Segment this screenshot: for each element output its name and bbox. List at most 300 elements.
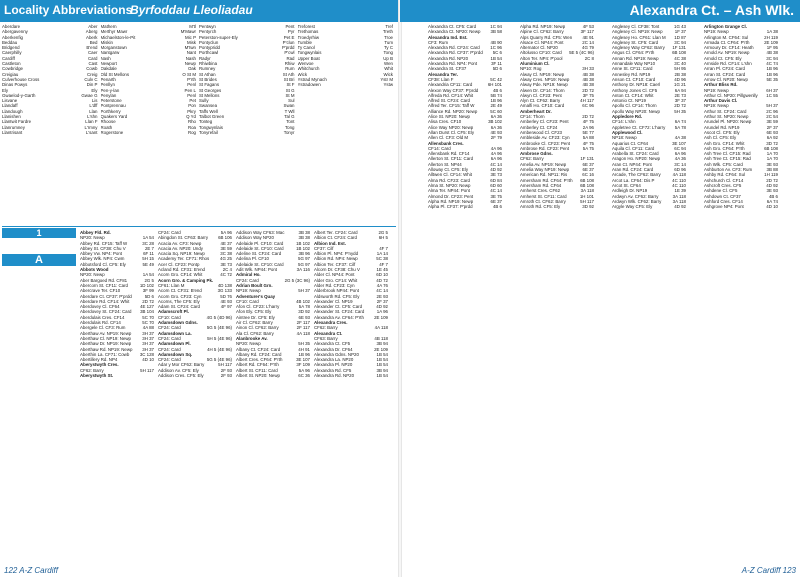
grid-reference: 3F 99 (142, 288, 154, 294)
grid-reference: 4C 72 (220, 272, 232, 278)
grid-reference: 5A 96 (220, 230, 232, 235)
grid-reference: 6E 37 (582, 167, 594, 173)
grid-reference: 5D 6 (492, 66, 502, 72)
grid-reference: 5H 117 (580, 198, 594, 204)
grid-reference: 6F 11 (143, 251, 154, 257)
right-index-column-3 (612, 24, 686, 559)
grid-reference: 4B 118 (374, 335, 388, 341)
locality-name: Pontyclun (199, 39, 219, 45)
street-name: Abbey Vw. NP4: Pont (80, 251, 122, 257)
left-header-welsh-title: Byrfoddau Lleoliadau (130, 3, 253, 17)
locality-name: Rhoose (100, 119, 116, 125)
grid-reference: 4H 5 (4E 96) (207, 346, 232, 352)
grid-reference: 4C 14 (376, 288, 388, 294)
grid-reference: 4B 6 (492, 204, 502, 210)
grid-reference: 3H 33 (582, 66, 594, 72)
grid-reference: 3D 92 (298, 309, 310, 315)
grid-reference: 4G 5 (4D 96) (206, 314, 232, 320)
grid-reference: 5B 74 (490, 92, 502, 98)
grid-reference: 1A 70 (766, 156, 778, 162)
grid-reference: 2C 54 (766, 114, 778, 120)
grid-reference: 2E 109 (374, 346, 388, 352)
street-name: Ash Tree Ct. CF15: Rad (704, 156, 751, 162)
grid-reference: 6B 108 (580, 182, 594, 188)
street-name: Alexandra Ind. Est. (428, 34, 468, 40)
grid-reference: 5H 117 (140, 367, 154, 373)
abbreviation-entry (2, 130, 101, 135)
street-name: Aberthaw Av. NP19: Newp (80, 330, 132, 336)
locality-abbreviation: L'shn (87, 114, 98, 120)
street-name: Ardwyn Av. CF62: Barry (612, 193, 659, 199)
right-header-range: Alexandra Ct. – Ash Wlk. (629, 2, 794, 18)
grid-reference: 1B 102 (296, 240, 310, 246)
grid-reference: 4F 75 (582, 140, 594, 146)
locality-abbreviation: Swan (283, 103, 295, 109)
street-name: Alexandra St. CF37 (428, 66, 467, 72)
street-name: Ambrose Rd. CF23: Pent (520, 145, 570, 151)
street-name: Afon Ely. CF5: Ely (236, 309, 272, 315)
street-name: Abercorn St. CF11: Card (80, 282, 128, 288)
street-name: Aquila Cl. CF11: Card (612, 145, 655, 151)
grid-reference: 4E 127 (140, 304, 154, 310)
street-name: Arundel Pl. NP20: Newp (704, 119, 752, 125)
grid-reference: 4D 138 (217, 282, 232, 288)
locality-name: Porthkerry (100, 108, 121, 114)
locality-abbreviation: P'clun (282, 39, 295, 45)
grid-reference: 1H 101 (579, 193, 594, 199)
street-name: Adamsdown Gdns. (158, 320, 198, 326)
street-name: Altolusso CF10: Card (520, 50, 562, 56)
street-name: Albion Pl. NP4: P'nydd (314, 251, 359, 257)
grid-reference: 6H 5 (378, 235, 388, 241)
street-name: Ash Tree Cl. CF15: Rad (704, 151, 751, 157)
grid-reference: 3C 94 (674, 39, 686, 45)
street-name: Adelina Pl. CF10 (236, 256, 269, 262)
grid-reference: 4F 97 (220, 304, 232, 310)
grid-reference: 5G 5 (4E 96) (206, 325, 232, 331)
street-name: Albion Rd. NP4: Newp (314, 256, 358, 262)
grid-reference: 5D 6 (144, 293, 154, 299)
grid-reference: 1E 45 (376, 267, 388, 273)
street-name: Allensbank Rd. CF14 (428, 151, 470, 157)
street-name: Amersham Rd. CF64: P'rth (520, 177, 573, 183)
locality-abbreviation: Nant (186, 50, 196, 56)
street-name: Alderbrook NP44: Pont (314, 288, 359, 294)
street-name: Arlington Grange Cl. (704, 24, 747, 29)
street-name: Alexandra Ter. (428, 71, 458, 77)
grid-reference: 4B 38 (582, 71, 594, 77)
street-name: Alexandra Ct. CF5: Card (428, 24, 477, 29)
street-name: Acorn Gro. CF14: Whit (158, 272, 203, 278)
locality-abbreviation: Din P (86, 82, 98, 88)
street-name: Allan Durst Cl. CF5: Ely (428, 129, 475, 135)
grid-reference: 3F 117 (580, 29, 594, 35)
locality-abbreviation: Pet E (283, 34, 295, 40)
street-name: Allerton St. CF11: Card (428, 156, 474, 162)
grid-reference: 3A 116 (296, 267, 310, 273)
index-column-2 (158, 230, 232, 565)
street-name: CF10: Card (158, 314, 181, 320)
grid-reference: 1H 119 (764, 172, 778, 178)
locality-name: Troedyrhiw (297, 34, 320, 40)
grid-reference: 4B 38 (766, 50, 778, 56)
grid-reference: 3B 38 (298, 235, 310, 241)
grid-reference: 1D 87 (674, 34, 686, 40)
street-name: Addison Av. CF5: Ely (158, 367, 199, 373)
street-name: Antonio Ct. NP19 (612, 98, 646, 104)
grid-reference: 6B 106 (218, 235, 232, 241)
grid-reference: 3E 73 (490, 172, 502, 178)
street-name: Alwyn Cl. CF23: Pent (520, 92, 562, 98)
street-name: Aberthaw Dr. NP19: Newp (80, 341, 132, 347)
street-name: Amersham Rd. CF64 (520, 182, 562, 188)
grid-reference: 4G 25 (220, 256, 232, 262)
street-name: Alsace Cl. NP44: Pont (520, 39, 564, 45)
street-name: Alexander St. CF24: Card (314, 309, 365, 315)
street-name: Arcade, The CF62: Barry (612, 172, 661, 178)
street-name: Adar y Mor CF62: Barry (158, 362, 205, 368)
locality-name: Rogerstone (100, 129, 124, 135)
locality-abbreviation: Cowb (86, 66, 98, 72)
street-name: Alyn Ct. CF62: Barry (520, 98, 561, 104)
grid-reference: 4C 110 (672, 177, 686, 183)
street-name: Alma Ter. NP44: Pont (428, 188, 470, 194)
street-name: Ashdene Cl. CF5 (704, 188, 738, 194)
locality-abbreviation: Rum (285, 66, 295, 72)
street-name: Acacia Av. NP20: Undy (158, 245, 203, 251)
street-name: Arcot St. CF64 (612, 182, 641, 188)
grid-reference: 3E 93 (766, 188, 778, 194)
street-name: Adelaide Pl. CF10: Card (236, 240, 284, 246)
locality-abbreviation: O St M (182, 71, 196, 77)
locality-abbreviation: M'tl (189, 24, 196, 29)
street-name: Arran Pl. CF24: Card (704, 66, 745, 72)
locality-name: Roath (100, 124, 113, 130)
grid-reference: 4A 118 (672, 172, 686, 178)
grid-reference: 3H 37 (142, 335, 154, 341)
street-name: Acland Rd. CF31: B'end (158, 267, 205, 273)
grid-reference: 5E 5 (4C 96) (569, 50, 594, 56)
street-name: Aberystwyth Cres. (80, 362, 119, 368)
locality-abbreviation: Tum (384, 39, 393, 45)
grid-reference: 4F 75 (582, 119, 594, 125)
abbreviation-row (2, 130, 396, 135)
locality-name: Pen-y-lan (100, 87, 120, 93)
street-name: CF61: Llan M (158, 282, 185, 288)
street-name: Anne St. CF11: Card (612, 66, 653, 72)
grid-reference: 2E 109 (764, 39, 778, 45)
grid-reference: 3E 73 (220, 261, 232, 267)
street-name: Appledore Rd. (612, 114, 643, 120)
street-name: Alcorn Dr. CF38: Chu V (314, 267, 360, 273)
grid-reference: 1B 96 (298, 351, 310, 357)
grid-reference: 3F 11 (491, 61, 502, 67)
street-name: Amroth Rd. CF5: Ely (520, 204, 561, 210)
grid-reference: 3F 37 (674, 98, 686, 104)
grid-reference: 3E 59 (766, 119, 778, 125)
street-name: Ash Gro. CF64: P'rth (704, 145, 745, 151)
grid-reference: 1B 96 (490, 98, 502, 104)
street-name: Aberdovey St. CF24: Card (80, 309, 132, 315)
grid-reference: 3B 94 (376, 367, 388, 373)
locality-abbreviation: Pent (285, 24, 295, 29)
street-name: Annandale Way NP10 (612, 61, 656, 67)
locality-name: Llandough (2, 108, 23, 114)
street-name: Arnold Ct. CF5: Ely (704, 55, 742, 61)
grid-reference: 3E 93 (766, 161, 778, 167)
street-name: Acacia Av. CF3: Newp (158, 240, 202, 246)
locality-name: Aberkenfig (2, 34, 23, 40)
grid-reference: 3G 133 (217, 288, 232, 294)
grid-reference: 4E 37 (220, 240, 232, 246)
grid-reference: 3B 102 (488, 119, 502, 125)
grid-reference: 5H 117 (218, 362, 232, 368)
grid-reference: 6H 37 (766, 87, 778, 93)
grid-reference: 3F 75 (582, 92, 594, 98)
locality-name: Quakers Yard (100, 114, 128, 120)
grid-reference: 4A 96 (490, 151, 502, 157)
street-name: Amherst Cres. CF62 (520, 188, 561, 194)
locality-abbreviation: Llan (89, 108, 98, 114)
locality-name: Radyr (199, 55, 211, 61)
locality-abbreviation: T Wll (284, 108, 295, 114)
grid-reference: 3C 38 (220, 251, 232, 257)
grid-reference: 6A 36 (490, 114, 502, 120)
grid-reference: 4A 76 (376, 282, 388, 288)
locality-name: Castleton (2, 61, 21, 67)
street-name: Acorn Ct. CF31: B'end (158, 288, 202, 294)
locality-abbreviation: Ely (91, 87, 98, 93)
grid-reference: 1A 70 (766, 151, 778, 157)
locality-abbreviation: P'prdd (281, 45, 295, 51)
street-name: Allen Cl. CF3: Old M (428, 135, 469, 141)
locality-abbreviation: Nash (185, 55, 196, 61)
grid-reference: 5G 5 (4E 96) (206, 357, 232, 363)
street-name: Ambleside Av. CF23: Cyn (520, 135, 570, 141)
grid-reference: 4C 14 (490, 188, 502, 194)
street-name: CF10: Card (236, 298, 259, 304)
street-name: Alanbrooke Av. (236, 335, 268, 341)
street-name: Adventurer's Quay (236, 293, 276, 299)
locality-abbreviation: Penl (187, 82, 196, 88)
locality-name: Pontypridd (199, 45, 220, 51)
street-name: Alice Way NP20: Newp (428, 124, 474, 130)
locality-abbreviation: Tong (383, 50, 393, 56)
locality-name: Cardiff (2, 55, 15, 61)
street-name: Acorn Gro. & Camping Pk. (158, 277, 214, 283)
street-name: NP20: Newp (80, 272, 105, 278)
street-name: NP20: Newp (80, 235, 105, 241)
grid-reference: 2F 117 (296, 320, 310, 326)
locality-name: Newport (100, 61, 117, 67)
grid-reference: 3A 118 (672, 198, 686, 204)
grid-reference: 2D 72 (766, 177, 778, 183)
right-index-column-4 (704, 24, 778, 559)
street-name: Applewood Cl. (612, 129, 643, 135)
street-name: Alfred St. CF24: Card (428, 98, 470, 104)
grid-reference: 4A 38 (674, 135, 686, 141)
grid-reference: 4E 93 (490, 129, 502, 135)
street-name: Alexandra Rd. NP4: Pont (428, 61, 478, 67)
grid-reference: 4D 72 (376, 277, 388, 283)
locality-name: Miskin (100, 39, 113, 45)
locality-name: Dinas Powys (2, 82, 28, 88)
grid-reference: 6C 96 (582, 103, 594, 109)
street-name: Alexandra La. NP20 (314, 357, 354, 363)
locality-abbreviation: B'end (86, 45, 98, 51)
street-name: CF14: L'shn (612, 119, 636, 125)
street-name: Armada Ct. CF64: P'rth (704, 39, 750, 45)
street-name: CF37: Cilf (314, 245, 334, 251)
grid-reference: 3H 37 (142, 346, 154, 352)
grid-reference: 3H 37 (142, 330, 154, 336)
street-name: Acacia Sq. NP19: Newp (158, 251, 205, 257)
grid-reference: 2F 117 (296, 325, 310, 331)
street-name: Adit Wlk. NP44: Pont (236, 267, 277, 273)
locality-name: Ystradowen (297, 82, 321, 88)
street-name: Ashford Cres. CF14 (704, 198, 743, 204)
grid-reference: 3C 28 (142, 240, 154, 246)
street-name: Alexandra Gdns. NP20 (314, 351, 359, 357)
street-name: Alma Rd. CF23: Card (428, 177, 470, 183)
locality-name: Abergavenny (2, 29, 28, 35)
locality-abbreviation: L'rmny (84, 124, 98, 130)
grid-reference: 3B 88 (766, 167, 778, 173)
grid-reference: 6A 96 (490, 156, 502, 162)
street-name: Aluminium Cl. (520, 61, 550, 67)
street-name: Abertillery Rd. NP4 (80, 357, 118, 363)
grid-reference: 5H 35 (298, 341, 310, 347)
street-name: Alexandra Ct. NP20: Newp (428, 29, 481, 35)
street-name: Arnold Av. NP19: Newp (704, 50, 750, 56)
street-name: Addison Cres. CF5: Ely (158, 373, 204, 379)
street-name: Albert Rd. CF64: P'rth (236, 362, 279, 368)
street-name: Alliance Rd. NP20: Newp (428, 108, 478, 114)
grid-reference: 2B 38 (674, 71, 686, 77)
street-name: Aberdulais Rd. CF14 (80, 320, 121, 326)
street-name: Amberwood Cl. CF23 (520, 129, 562, 135)
locality-name: Gwaelod-y-Garth (2, 92, 36, 98)
grid-reference: 6C 36 (298, 373, 310, 379)
grid-reference: 1B 54 (376, 357, 388, 363)
grid-reference: 4D 10 (142, 357, 154, 363)
grid-reference: 4A 36 (674, 156, 686, 162)
locality-abbreviation: P'rth (187, 76, 196, 82)
street-name: Amelia Way NP19: Newp (520, 167, 570, 173)
locality-name: St Mellons (199, 92, 220, 98)
grid-reference: 2F 79 (490, 135, 502, 141)
street-name: Arcot La. CF64: Dis P (612, 177, 655, 183)
street-name: Aintree Dr. CF5: Ely (236, 314, 275, 320)
street-name: Alexon Way CF37: P'prdd (428, 87, 479, 93)
street-name: Ambrooke Cl. CF23: Pent (520, 140, 571, 146)
grid-reference: 6A 94 (674, 87, 686, 93)
locality-abbreviation: Ystw (383, 82, 393, 88)
locality-name: Ely (2, 87, 9, 93)
street-name: Allensbank Cres. (428, 140, 464, 146)
street-name: Arran St. CF24: Card (704, 71, 746, 77)
grid-reference: 4D 92 (376, 304, 388, 310)
grid-reference: 5A 96 (298, 367, 310, 373)
street-name: Ashby Rd. CF64: Sul (704, 172, 745, 178)
street-name: CF24: Card (158, 335, 181, 341)
locality-abbreviation: Ystr M (380, 76, 393, 82)
grid-reference: 2C 14 (582, 39, 594, 45)
locality-name: Llanishen (2, 114, 21, 120)
grid-reference: 6C 16 (582, 172, 594, 178)
grid-reference: 5A 75 (582, 145, 594, 151)
grid-reference: 6A 96 (674, 151, 686, 157)
section-divider (2, 226, 396, 227)
street-name: Alloway Ct. CF5: Ely (428, 167, 469, 173)
right-page-header (400, 0, 800, 22)
locality-name: St Georges (199, 87, 222, 93)
index-entry (80, 373, 154, 378)
locality-abbreviation: M'Mawr (180, 29, 196, 35)
index-column-1 (80, 230, 154, 565)
grid-reference: 2E 109 (374, 314, 388, 320)
grid-reference: 4E 93 (220, 298, 232, 304)
locality-abbreviation: Newp (184, 61, 196, 67)
street-name: Addison Way NP20 (236, 235, 274, 241)
grid-reference: 2D 72 (142, 298, 154, 304)
street-name: CF38: Llan F (428, 76, 454, 82)
grid-reference: 6B 108 (672, 50, 686, 56)
street-name: Aberdare Ct. CF37: P'prdd (80, 293, 132, 299)
locality-name: Penarth (100, 76, 116, 82)
index-column-3 (236, 230, 310, 565)
grid-reference: 3A 118 (672, 193, 686, 199)
locality-abbreviation: Oak (187, 66, 196, 72)
locality-abbreviation: Pen L (184, 87, 196, 93)
grid-reference: 3F 109 (296, 362, 310, 368)
street-name: Alder Cl. NP44: Pont (314, 272, 355, 278)
locality-abbreviation: Treth (382, 29, 393, 35)
locality-name: Whitchurch (297, 66, 320, 72)
locality-abbreviation: Tonyr (283, 129, 295, 135)
grid-reference: 3C 94 (766, 55, 778, 61)
street-name: Albion Ter. CF37: Cilf (314, 261, 356, 267)
grid-reference: 3C 128 (139, 351, 154, 357)
index-entry (158, 373, 232, 378)
street-name: Aberdare Rd. CF14: Whit (80, 298, 130, 304)
street-name: Alice St. NP20: Newp (428, 114, 470, 120)
street-name: Amberley Cl. CF23: Pent (520, 119, 569, 125)
locality-name: Lisvane (2, 98, 18, 104)
index-entry (236, 373, 310, 378)
street-name: NP19: Newp (704, 87, 729, 93)
grid-reference: 4C 110 (672, 182, 686, 188)
locality-abbreviation: Tal G (284, 114, 295, 120)
street-name: Alexandra Rd. CF37: P'prdd (428, 50, 483, 56)
grid-reference: 5H 95 (674, 66, 686, 72)
grid-reference: 2C 4 (222, 267, 232, 273)
locality-abbreviation: Aber (88, 24, 98, 29)
grid-reference: 4F 53 (582, 24, 594, 29)
street-name: Alexandra Rd. NP20 (428, 55, 469, 61)
street-name: Alton Ter. NP4: P'pool (520, 55, 563, 61)
grid-reference: 4A 88 (142, 325, 154, 331)
locality-abbreviation: Mic P (185, 34, 196, 40)
grid-reference: 5C 6 (492, 50, 502, 56)
street-name: Albert St. NP20: Newp (236, 373, 280, 379)
street-name: Alternator Cl. NP20 (520, 45, 558, 51)
index-entry (704, 204, 778, 209)
street-name: Albion Ct. CF24: Card (314, 235, 357, 241)
street-name: Argyle Way CF5: Ely (612, 204, 653, 210)
street-name: Ambrose Gdns. (520, 151, 553, 157)
street-name: Abbey Rd. CF15: Taff W (80, 240, 128, 246)
